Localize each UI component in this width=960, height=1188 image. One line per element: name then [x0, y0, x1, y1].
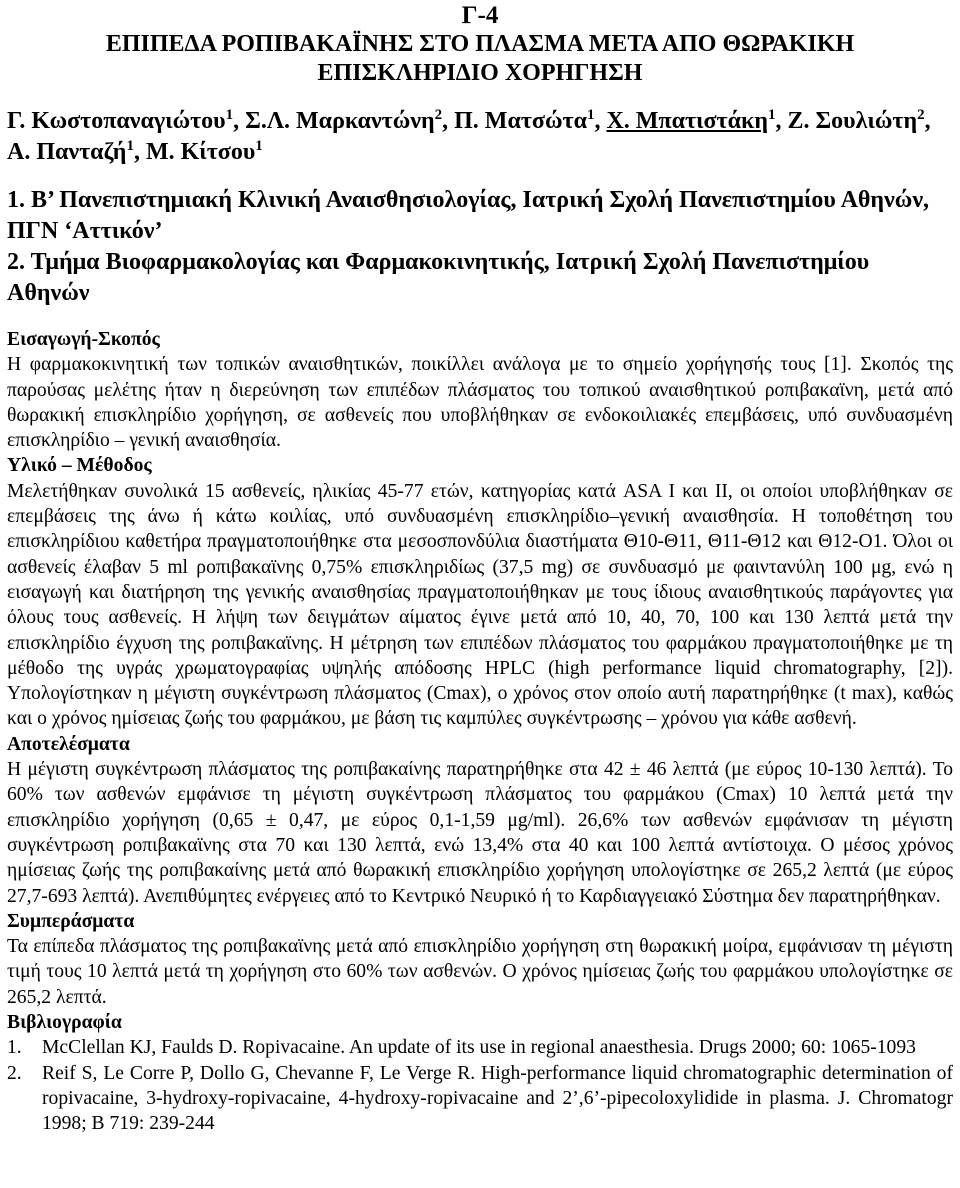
author-list: Γ. Κωστοπαναγιώτου$^1$, Σ.Λ. Μαρκαντώνη$^2$, Π. Ματσώτα$^1$, Χ. Μπατιστάκη$^1$, Ζ. Σουλιώτη$^2$, Α. Πανταζή$^1$, Μ. Κίτσου$^1$ — [7, 107, 931, 165]
methods-heading: Υλικό – Μέθοδος — [7, 455, 152, 477]
reference-list — [7, 1035, 953, 1136]
author-affiliation-marker: 2 — [917, 107, 925, 123]
title-line-2: ΕΠΙΣΚΛΗΡΙΔΙΟ ΧΟΡΗΓΗΣΗ — [317, 60, 643, 86]
author-affiliation-marker: 1 — [126, 138, 134, 154]
affiliations — [7, 185, 953, 309]
author-affiliation-marker: 2 — [434, 107, 443, 123]
reference-text: McClellan KJ, Faulds D. Ropivacaine. An update of its use in regional anaesthesia. Drugs 2000; 60: 1065-1093 — [42, 1037, 916, 1059]
author-name: Γ. Κωστοπαναγιώτου — [7, 108, 226, 134]
intro-heading: Εισαγωγή-Σκοπός — [7, 329, 160, 350]
results-heading: Αποτελέσματα — [7, 733, 130, 755]
affiliation-2: 2. Τμήμα Βιοφαρμακολογίας και Φαρμακοκινητικής, Ιατρική Σχολή Πανεπιστημίου Αθηνών — [7, 249, 870, 306]
reference-item — [7, 1035, 953, 1060]
author-affiliation-marker: 1 — [586, 107, 595, 123]
author-name: Σ.Λ. Μαρκαντώνη — [245, 108, 435, 134]
reference-number: 1. — [7, 1037, 22, 1059]
conclusions-heading: Συμπεράσματα — [7, 910, 135, 932]
reference-item — [7, 1061, 953, 1137]
references-heading: Βιβλιογραφία — [7, 1012, 122, 1034]
author-affiliation-marker: 1 — [225, 107, 234, 123]
author-name: Π. Ματσώτα — [454, 108, 587, 134]
paper-title — [7, 30, 953, 88]
affiliation-1: 1. Β’ Πανεπιστημιακή Κλινική Αναισθησιολογίας, Ιατρική Σχολή Πανεπιστημίου Αθηνών, ΠΓΝ ‘Αττικόν’ — [7, 187, 930, 244]
methods-text: Μελετήθηκαν συνολικά 15 ασθενείς, ηλικίας 45-77 ετών, κατηγορίας κατά ASA I και II, οι οποίοι υποβλήθηκαν σε επεμβάσεις της άνω ή κάτω κοιλίας, υπό συνδυασμένη επισκληρίδιο–γενική αναισθησία. Η τοποθέτηση του επισκληρίδιου καθετήρα πραγματοποιήθηκε στα μεσοσπονδύλια διαστήματα Θ10-Θ11, Θ11-Θ12 και Θ12-Ο1. Όλοι οι ασθενείς έλαβαν 5 ml ροπιβακαϊνης 0,75% επισκληριδίως (37,5 mg) σε συνδυασμό με φαιντανύλη 100 μg, ενώ η εισαγωγή και διατήρηση της γενικής αναισθησίας πραγματοποιήθηκαν με τους ίδιους αναισθητικούς παράγοντες για όλους τους ασθενείς. Η λήψη των δειγμάτων αίματος έγινε μετά από 10, 40, 70, 100 και 130 λεπτά μετά την επισκληρίδιο έγχυση της ροπιβακαϊνης. Η μέτρηση των επιπέδων πλάσματος του φαρμάκου πραγματοποιήθηκε με τη μέθοδο της υγράς χρωματογραφίας υψηλής απόδοσης HPLC (high performance liquid chromatography, [2]). Υπολογίστηκαν η μέγιστη συγκέντρωση πλάσματος (Cmax), ο χρόνος στον οποίο αυτή παρατηρήθηκε (t max), καθώς και ο χρόνος ημίσειας ζωής του φαρμάκου, με βάση τις καμπύλες συγκέντρωσης – χρόνου για κάθε ασθενή. — [7, 480, 953, 730]
author-affiliation-marker: 1 — [767, 107, 776, 123]
results-text: Η μέγιστη συγκέντρωση πλάσματος της ροπιβακαίνης παρατηρήθηκε στα 42 ± 46 λεπτά (με εύρος 10-130 λεπτά). Το 60% των ασθενών εμφάνισε τη μέγιστη συγκέντρωση πλάσματος του φαρμάκου (Cmax) 10 λεπτά μετά την επισκληρίδιο χορήγηση (0,65 ± 0,47, με εύρος 0,1-1,59 μg/ml). 26,6% των ασθενών εμφάνισαν τη μέγιστη συγκέντρωση ροπιβακαϊνης στα 70 και 130 λεπτά, ενώ 13,4% στα 40 και 100 λεπτά αντίστοιχα. Ο μέσος χρόνος ημίσειας ζωής της ροπιβακαίνης μετά από θωρακική επισκληρίδιο χορήγηση υπολογίστηκε σε 265,2 λεπτά (με εύρος 27,7-693 λεπτά). Ανεπιθύμητες ενέργειες από το Κεντρικό Νευρικό ή το Καρδιαγγειακό Σύστημα δεν παρατηρήθηκαν. — [7, 759, 953, 907]
author-affiliation-marker: 1 — [255, 138, 263, 154]
reference-text: Reif S, Le Corre P, Dollo G, Chevanne F, Le Verge R. High-performance liquid chromatographic determination of ropivacaine, 3-hydroxy-ropivacaine, 4-hydroxy-ropivacaine and 2’,6’-pipecoloxylidide in plasma. J. Chromatogr 1998; B 719: 239-244 — [42, 1062, 953, 1135]
title-line-1: ΕΠΙΠΕΔΑ ΡΟΠΙΒΑΚΑΪΝΗΣ ΣΤΟ ΠΛΑΣΜΑ ΜΕΤΑ ΑΠΟ ΘΩΡΑΚΙΚΗ — [105, 31, 855, 57]
abstract-code: Γ-4 — [461, 2, 499, 29]
intro-text: Η φαρμακοκινητική των τοπικών αναισθητικών, ποικίλλει ανάλογα με το σημείο χορήγησής τους [1]. Σκοπός της παρούσας μελέτης ήταν η διερεύνηση των επιπέδων πλάσματος του τοπικού αναισθητικού ροπιβακαϊνη, μετά από θωρακική επισκληρίδιο χορήγηση, σε ασθενείς που υποβλήθηκαν σε ενδοκοιλιακές επεμβάσεις, υπό συνδυασμένη επισκληρίδιο – γενική αναισθησία. — [7, 354, 953, 452]
author-name: Χ. Μπατιστάκη — [606, 108, 768, 134]
author-name: Ζ. Σουλιώτη — [787, 108, 918, 134]
author-name: Μ. Κίτσου — [145, 139, 256, 165]
reference-number: 2. — [7, 1062, 22, 1084]
author-name: Α. Πανταζή — [7, 139, 127, 165]
conclusions-text: Τα επίπεδα πλάσματος της ροπιβακαϊνης μετά από επισκληρίδιο χορήγηση στη θωρακική μοίρα, εμφάνισαν τη μέγιστη τιμή τους 10 λεπτά μετά τη χορήγηση στο 60% των ασθενών. Ο χρόνος ημίσειας ζωής του φαρμάκου υπολογίστηκε σε 265,2 λεπτά. — [7, 936, 953, 1008]
document-page — [0, 2, 960, 1188]
